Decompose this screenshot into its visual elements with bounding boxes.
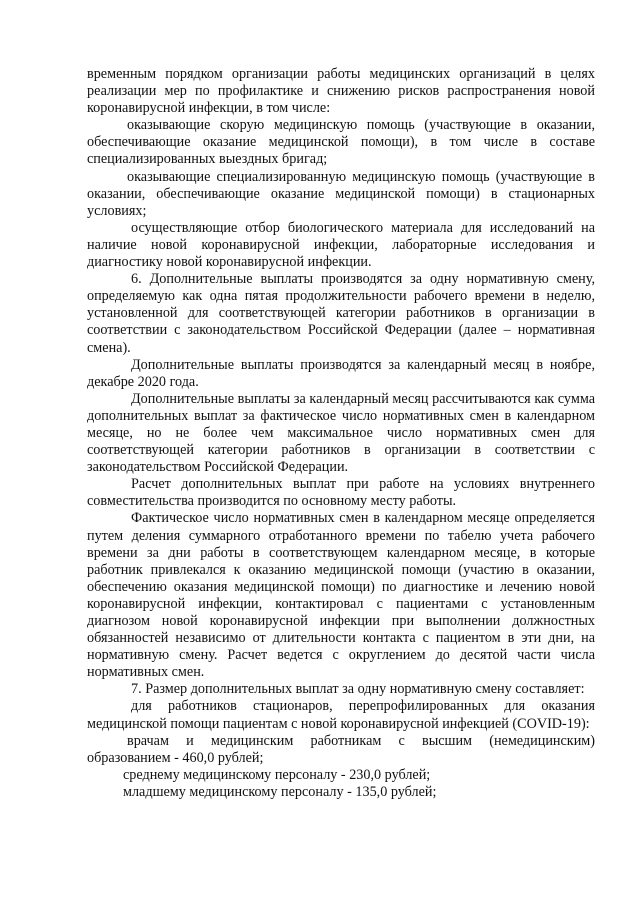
paragraph-biomaterial: осуществляющие отбор биологического материала для исследований на наличие новой коронавирусной инфекции, лабораторные исследования и диагностику новой коронавирусной инфекции.: [87, 219, 595, 271]
paragraph-doctors-rate: врачам и медицинским работникам с высшим (немедицинским) образованием - 460,0 рублей;: [87, 732, 595, 766]
paragraph-emergency-care: оказывающие скорую медицинскую помощь (участвующие в оказании, обеспечивающие оказание медицинской помощи), в том числе в составе специализированных выездных бригад;: [87, 117, 595, 168]
paragraph-item-6: 6. Дополнительные выплаты производятся за одну нормативную смену, определяемую как одна пятая продолжительности рабочего времени в неделю, установленной для соответствующей категории работников в организации в соответствии с законодательством Российской Федерации (далее – нормативная смена).: [87, 271, 595, 356]
paragraph-payment-period: Дополнительные выплаты производятся за календарный месяц в ноябре, декабре 2020 года.: [87, 356, 595, 390]
paragraph-junior-staff-rate: младшему медицинскому персоналу - 135,0 рублей;: [123, 783, 437, 800]
paragraph-intro: временным порядком организации работы медицинских организаций в целях реализации мер по профилактике и снижению рисков распространения новой коронавирусной инфекции, в том числе:: [87, 66, 595, 117]
paragraph-specialized-care: оказывающие специализированную медицинскую помощь (участвующие в оказании, обеспечивающие оказание медицинской помощи) в стационарных условиях;: [87, 168, 595, 219]
paragraph-nurses-rate: среднему медицинскому персоналу - 230,0 рублей;: [123, 766, 431, 783]
paragraph-part-time: Расчет дополнительных выплат при работе на условиях внутреннего совместительства производится по основному месту работы.: [87, 476, 595, 510]
paragraph-item-7: 7. Размер дополнительных выплат за одну нормативную смену составляет:: [131, 681, 585, 698]
paragraph-hospitals: для работников стационаров, перепрофилированных для оказания медицинской помощи пациентам с новой коронавирусной инфекцией (COVID-19):: [87, 698, 595, 732]
document-body: [87, 66, 595, 801]
paragraph-actual-shifts: Фактическое число нормативных смен в календарном месяце определяется путем деления суммарного отработанного времени по табелю учета рабочего времени за дни работы в соответствующем календарном месяце, в которые работник привлекался к оказанию медицинской помощи (участию в оказании, обеспечению оказания медицинской помощи) по диагностике и лечению новой коронавирусной инфекции, контактировал с пациентами с установленным диагнозом новой коронавирусной инфекции при выполнении должностных обязанностей независимо от длительности контакта с пациентом в эти дни, на нормативную смену. Расчет ведется с округлением до десятой части числа нормативных смен.: [87, 510, 595, 681]
paragraph-monthly-calc: Дополнительные выплаты за календарный месяц рассчитываются как сумма дополнительных выплат за фактическое число нормативных смен в календарном месяце, но не более чем максимальное число нормативных смен для соответствующей категории работников в организации в соответствии с законодательством Российской Федерации.: [87, 390, 595, 476]
